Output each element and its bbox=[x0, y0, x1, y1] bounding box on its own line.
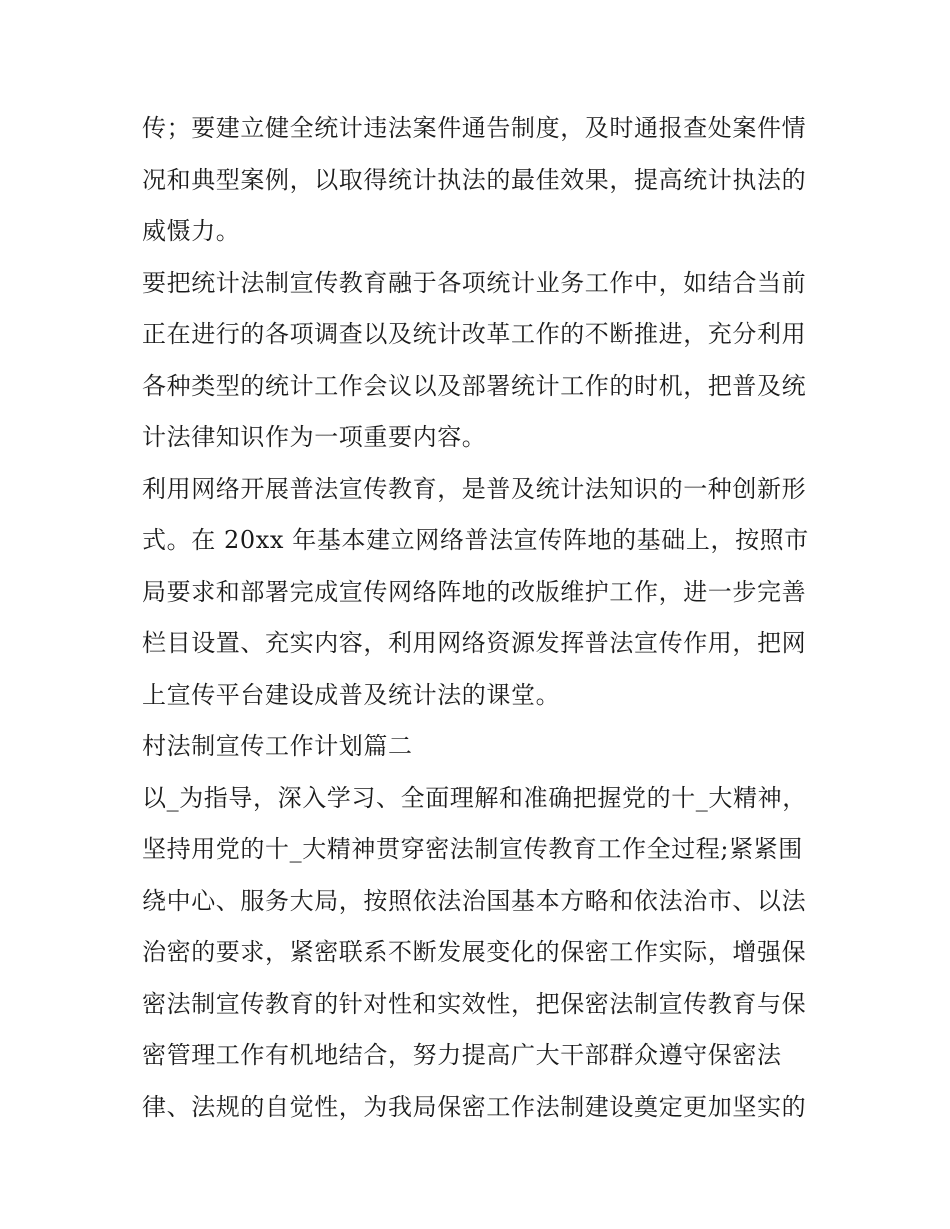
body-text bbox=[142, 107, 822, 1137]
text-line: 律、法规的自觉性，为我局保密工作法制建设奠定更加坚实的 bbox=[142, 1092, 807, 1121]
text-line: 栏目设置、充实内容，利用网络资源发挥普法宣传作用，把网 bbox=[142, 629, 807, 657]
text-line: 计法律知识作为一项重要内容。 bbox=[142, 423, 487, 451]
text-line: 密管理工作有机地结合，努力提高广大干部群众遵守保密法 bbox=[142, 1041, 782, 1069]
text-line: 式。在 20xx 年基本建立网络普法宣传阵地的基础上，按照市 bbox=[142, 526, 809, 554]
text-line: 利用网络开展普法宣传教育，是普及统计法知识的一种创新形 bbox=[142, 474, 807, 503]
text-line: 正在进行的各项调查以及统计改革工作的不断推进，充分利用 bbox=[142, 320, 807, 348]
section-heading: 村法制宣传工作计划篇二 bbox=[142, 732, 413, 760]
text-line: 密法制宣传教育的针对性和实效性，把保密法制宣传教育与保 bbox=[142, 989, 807, 1018]
text-line: 以_为指导，深入学习、全面理解和准确把握党的十_大精神， bbox=[142, 783, 807, 812]
text-line: 坚持用党的十_大精神贯穿密法制宣传教育工作全过程;紧紧围 bbox=[142, 835, 803, 863]
text-line: 传；要建立健全统计违法案件通告制度，及时通报查处案件情 bbox=[142, 114, 807, 142]
text-line: 要把统计法制宣传教育融于各项统计业务工作中，如结合当前 bbox=[142, 268, 807, 297]
text-line: 威慑力。 bbox=[142, 217, 241, 245]
text-line: 治密的要求，紧密联系不断发展变化的保密工作实际，增强保 bbox=[142, 938, 807, 966]
text-line: 各种类型的统计工作会议以及部署统计工作的时机，把普及统 bbox=[142, 371, 807, 400]
text-line: 况和典型案例，以取得统计执法的最佳效果，提高统计执法的 bbox=[142, 165, 807, 194]
text-line: 绕中心、服务大局，按照依法治国基本方略和依法治市、以法 bbox=[142, 886, 807, 915]
text-line: 上宣传平台建设成普及统计法的课堂。 bbox=[142, 680, 561, 709]
text-line: 局要求和部署完成宣传网络阵地的改版维护工作，进一步完善 bbox=[142, 577, 807, 606]
